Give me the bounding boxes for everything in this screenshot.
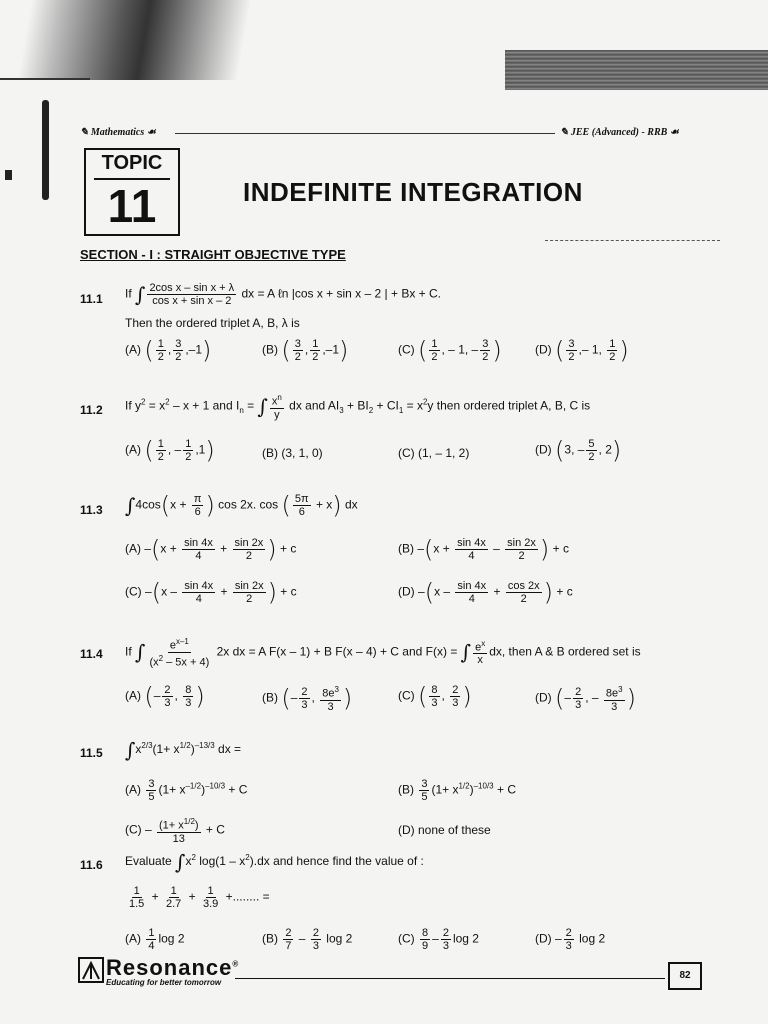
topic-label: TOPIC xyxy=(101,152,163,174)
option-b: (B) ( $\frac{3}{2}$ , $\frac{1}{2}$ ,–1) xyxy=(262,336,349,365)
option-a: (A) $\frac{3}{5}$ $(1+ x^{-1/2})^{-10/3} + C$ xyxy=(125,778,248,803)
scan-line xyxy=(0,78,90,80)
option-a: (A) ( $\frac{1}{2}$ , – $\frac{1}{2}$ ,1) xyxy=(125,436,215,465)
option-b: (B) –(x + $\frac{\sin 4x}{4}$ – $\frac{\sin 2x}{2}$ ) + c xyxy=(398,535,569,564)
header-left: ✎ Mathematics ☙ xyxy=(80,127,156,138)
question-text: Evaluate $\int x^2$ $\log(1 - x^2).dx$ and hence find the value of : xyxy=(125,850,424,874)
question-text: ∫4cos(x + $\frac{\pi}{6}$ ) cos 2x. cos ( $\frac{5\pi}{6}$ + x) dx xyxy=(125,491,358,520)
resonance-logo-icon xyxy=(78,957,104,983)
question-number: 11.1 xyxy=(80,292,103,306)
question-text: $\int x^{2/3}(1+ x^{1/2})^{-13/3}$ dx = xyxy=(125,738,242,762)
option-c: (C) – $\frac{(1+ x^{1/2})}{13}$ + C xyxy=(125,817,225,845)
option-a: (A) $\frac{1}{4}$ log 2 xyxy=(125,927,185,952)
option-d: (D) (3, – $\frac{5}{2}$ , 2) xyxy=(535,436,622,465)
binding-mark xyxy=(42,100,49,200)
option-a: (A) ( $\frac{1}{2}$ , $\frac{3}{2}$ ,–1) xyxy=(125,336,212,365)
option-b: (B) $\frac{2}{7}$ – $\frac{2}{3}$ log 2 xyxy=(262,927,353,952)
option-d: (D) – $\frac{2}{3}$ log 2 xyxy=(535,927,606,952)
question-text-line2: Then the ordered triplet A, B, λ is xyxy=(125,316,300,330)
topic-box xyxy=(84,148,180,236)
question-number: 11.2 xyxy=(80,403,103,417)
option-c: (C) $\frac{8}{9}$ – $\frac{2}{3}$ log 2 xyxy=(398,927,479,952)
topic-number: 11 xyxy=(107,180,157,232)
header-rule xyxy=(175,133,555,134)
footer-rule xyxy=(235,978,665,979)
page-number: 82 xyxy=(668,962,702,990)
binding-mark-small xyxy=(5,170,12,180)
option-d: (D) none of these xyxy=(398,823,491,837)
option-c: (C) ( $\frac{1}{2}$ , – 1, – $\frac{3}{2}$ ) xyxy=(398,336,502,365)
chapter-title: INDEFINITE INTEGRATION xyxy=(243,177,583,207)
scan-artifact-left xyxy=(0,0,300,80)
option-d: (D) (– $\frac{2}{3}$ , – $\frac{8e^3}{3}$ ) xyxy=(535,684,636,713)
option-b: (B) (– $\frac{2}{3}$ , $\frac{8e^3}{3}$ ) xyxy=(262,684,353,713)
question-number: 11.3 xyxy=(80,503,103,517)
option-d: (D) ( $\frac{3}{2}$ ,– 1, $\frac{1}{2}$ ) xyxy=(535,336,629,365)
option-c: (C) –(x – $\frac{\sin 4x}{4}$ + $\frac{\sin 2x}{2}$ ) + c xyxy=(125,578,297,607)
option-b: (B) (3, 1, 0) xyxy=(262,446,323,460)
question-number: 11.5 xyxy=(80,746,103,760)
scan-artifact-right xyxy=(505,50,768,90)
series-expression: $\frac{1}{1.5}$ + $\frac{1}{2.7}$ + $\frac{1}{3.9}$ +........ = xyxy=(129,885,270,910)
option-d: (D) –(x – $\frac{\sin 4x}{4}$ + $\frac{\cos 2x}{2}$ ) + c xyxy=(398,578,573,607)
question-text: If ∫ $\frac{e^{x-1}}{(x^2 - 5x + 4)}$ 2x dx = A F(x – 1) + B F(x – 4) + C and F(x) = ∫ $\frac{e^x}{x}$ dx, then A & B ordered set is xyxy=(125,637,641,669)
section-heading: SECTION - I : STRAIGHT OBJECTIVE TYPE xyxy=(80,247,346,262)
question-number: 11.6 xyxy=(80,858,103,872)
brand-tagline: Educating for better tomorrow xyxy=(106,978,222,987)
title-rule xyxy=(545,240,720,241)
option-a: (A) –(x + $\frac{\sin 4x}{4}$ + $\frac{\sin 2x}{2}$ ) + c xyxy=(125,535,297,564)
option-c: (C) (1, – 1, 2) xyxy=(398,446,470,460)
question-number: 11.4 xyxy=(80,647,103,661)
option-b: (B) $\frac{3}{5}$ $(1+ x^{1/2})^{-10/3} + C$ xyxy=(398,778,516,803)
option-c: (C) ( $\frac{8}{3}$ , $\frac{2}{3}$ ) xyxy=(398,682,472,711)
question-text: If ∫ $\frac{\text{2cos x – sin x + λ}}{\text{cos x + sin x – 2}}$ dx = A ℓn |cos x + sin x – 2 | + Bx + C. xyxy=(125,282,442,307)
option-a: (A) (– $\frac{2}{3}$ , $\frac{8}{3}$ ) xyxy=(125,682,205,711)
header-right: ✎ JEE (Advanced) - RRB ☙ xyxy=(560,127,679,138)
brand-name: Resonance® xyxy=(106,955,240,980)
question-text: If $y^2 = x^2 - x + 1$ and $I_n$ = ∫ $\frac{x^n}{y}$ dx and $AI_3 + BI_2 + CI_1 = x^2y$ then ordered triplet A, B, C is xyxy=(125,393,591,421)
